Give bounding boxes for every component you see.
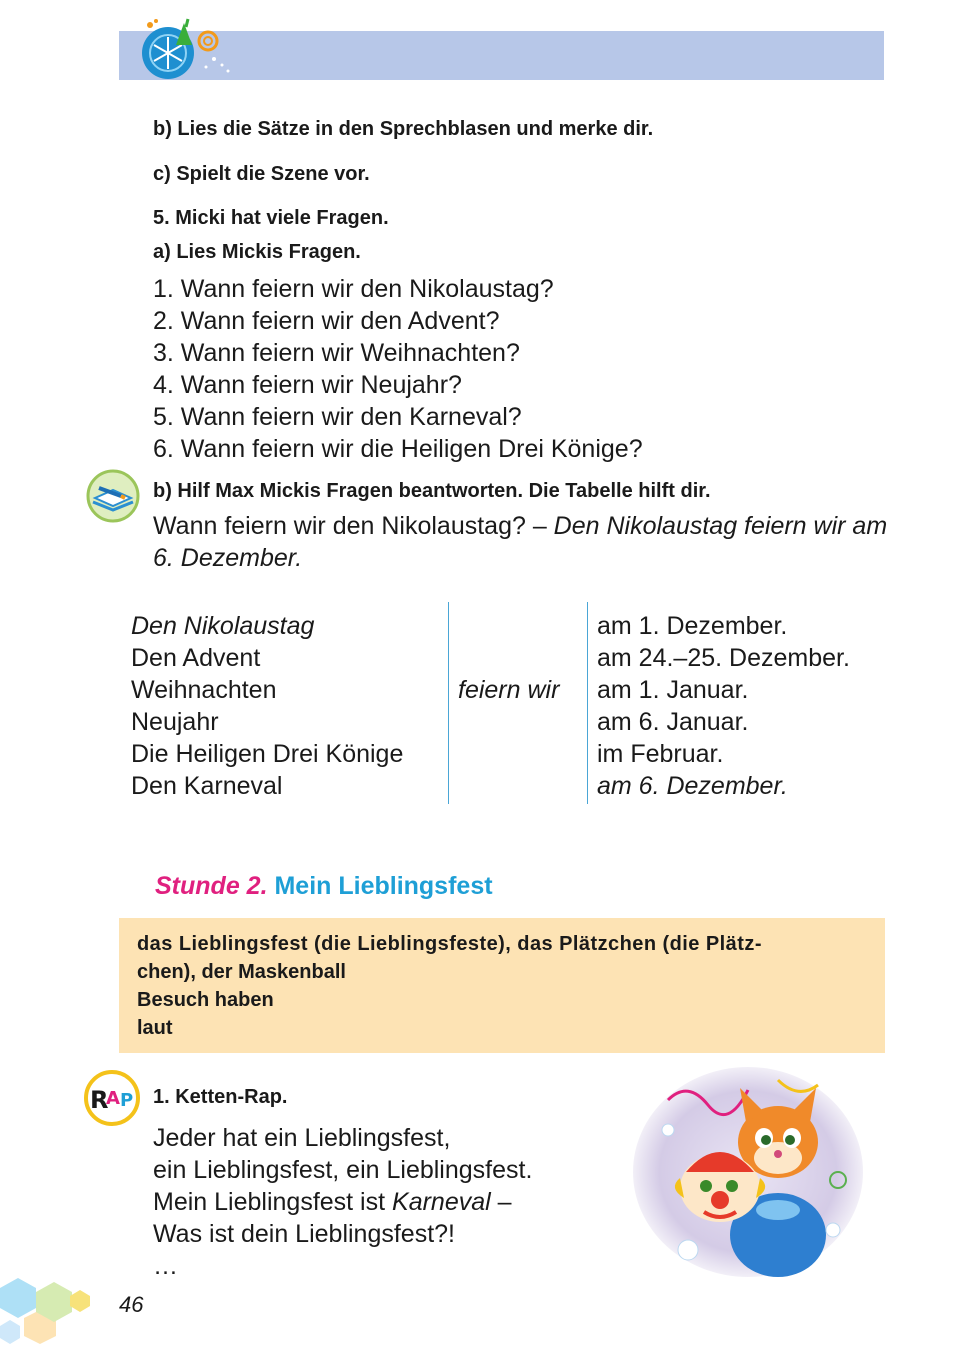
table-date: am 6. Januar. [597,708,749,736]
rap-icon-letter-r: R [90,1086,109,1114]
question-item: 5. Wann feiern wir den Karneval? [153,403,522,431]
rap-line: … [153,1252,178,1280]
table-holiday-column [131,610,403,802]
rap-icon [82,1068,146,1128]
page-number: 46 [119,1292,144,1317]
table-holiday: Weihnachten [131,676,277,704]
question-list [153,273,643,465]
rap-line [153,1186,532,1218]
question-item: 2. Wann feiern wir den Advent? [153,307,500,335]
exercise-5-heading: 5. Micki hat viele Fragen. [153,207,389,229]
table-date: am 1. Dezember. [597,612,788,640]
hexagon-decoration [0,1270,110,1360]
exercise-4b-instruction: b) Lies die Sätze in den Sprechblasen und merke dir. [153,118,654,140]
vocabulary-line: Besuch haben [137,989,274,1011]
table-date: am 24.–25. Dezember. [597,644,850,672]
book-pen-icon [85,468,141,524]
rap-icon-letter-a: A [106,1088,120,1109]
table-date: am 1. Januar. [597,676,749,704]
example-question: Wann feiern wir den Nikolaustag? – [153,512,554,540]
rap-line: ein Lieblingsfest, ein Lieblingsfest. [153,1156,533,1184]
vocabulary-text [137,930,867,1042]
rap-heading: 1. Ketten-Rap. [153,1086,288,1108]
vocabulary-line: das Lieblingsfest (die Lieblingsfeste), das Plätzchen (die Plätz- [137,933,762,955]
table-holiday: Neujahr [131,708,219,736]
rap-icon-letter-p: P [120,1090,134,1111]
table-holiday: Den Nikolaustag [131,612,315,640]
example-answer [153,510,893,574]
exercise-4c-instruction: c) Spielt die Szene vor. [153,163,370,185]
table-verb: feiern wir [458,676,560,704]
rap-verse [153,1122,532,1282]
table-holiday: Den Karneval [131,772,283,800]
rap-line-emphasis: Karneval [392,1188,491,1216]
table-date: im Februar. [597,740,724,768]
rap-line: Was ist dein Lieblingsfest?! [153,1220,456,1248]
question-item: 4. Wann feiern wir Neujahr? [153,371,462,399]
vocabulary-line: laut [137,1017,173,1039]
rap-line: Jeder hat ein Lieblingsfest, [153,1124,451,1152]
exercise-5b-instruction: b) Hilf Max Mickis Fragen beantworten. Die Tabelle hilft dir. [153,480,711,502]
table-date-column [597,610,850,802]
lesson-title [155,872,493,901]
lesson-prefix: Stunde 2. [155,872,268,900]
rap-line-text: Mein Lieblingsfest ist [153,1188,393,1216]
table-holiday: Die Heiligen Drei Könige [131,740,404,768]
lesson-name: Mein Lieblingsfest [274,872,493,900]
example-response: Den Nikolaustag feiern wir am 6. Dezember. [153,512,888,572]
table-holiday: Den Advent [131,644,261,672]
christmas-ornament-icon [136,15,236,85]
table-date: am 6. Dezember. [597,772,788,800]
vocabulary-line: chen), der Maskenball [137,961,346,983]
question-item: 6. Wann feiern wir die Heiligen Drei Könige? [153,435,643,463]
rap-line-text: – [490,1188,512,1216]
question-item: 1. Wann feiern wir den Nikolaustag? [153,275,554,303]
exercise-5a-instruction: a) Lies Mickis Fragen. [153,241,361,263]
question-item: 3. Wann feiern wir Weihnachten? [153,339,520,367]
cat-clown-illustration [628,1060,868,1280]
